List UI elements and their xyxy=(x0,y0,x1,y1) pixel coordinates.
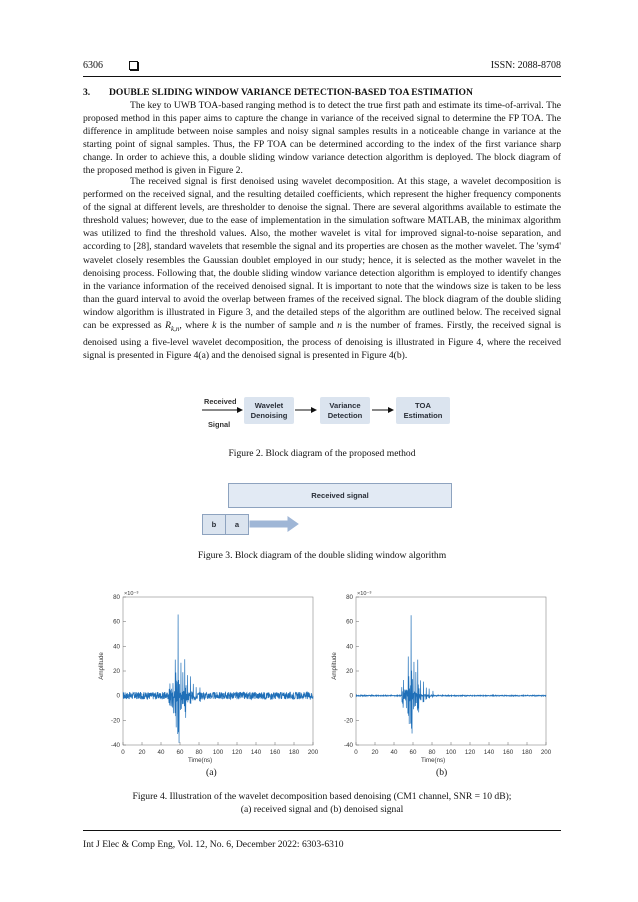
math-n: n xyxy=(337,320,342,332)
x-tick-label: 40 xyxy=(157,749,165,756)
x-tick-label: 100 xyxy=(212,749,224,756)
plot-svg xyxy=(318,585,558,770)
window-a: a xyxy=(225,514,249,535)
math-r: $R_{k,n}$ xyxy=(165,320,180,333)
page-header xyxy=(83,60,561,74)
x-axis-label: Time(ns) xyxy=(188,757,213,764)
y-axis-label: Amplitude xyxy=(98,652,105,680)
plot-frame xyxy=(123,597,313,745)
y-tick-label: 60 xyxy=(346,618,353,626)
x-tick-label: 80 xyxy=(195,749,203,756)
x-tick-label: 140 xyxy=(250,749,262,756)
x-tick-label: 140 xyxy=(483,749,495,756)
square-icon xyxy=(129,61,138,70)
x-tick-label: 20 xyxy=(138,749,146,756)
window-b: b xyxy=(202,514,226,535)
paragraph-2-part-1: The received signal is first denoised using wavelet decomposition. At this stage, a wavelet decomposition is performed on the received signal, and the resulting detailed coefficients, which represent the higher frequency components of the signal at different levels, are thresholder to denoise the signal. There are several algorithms available to estimate the threshold values; however, due to the ease of implementation in the simulation software MATLAB, the minimax algorithm was utilized to find the threshold values. Also, the mother wavelet is vital for improved signal-to-noise separation, and according to [28], standard wavelets that resemble the signal and its properties are chosen as the mother wavelet. The 'sym4' wavelet closely resembles the Gaussian doublet employed in our study; hence, it is selected as the mother wavelet in the denoising process. Following that, the double sliding window variance detection algorithm is employed to identify changes in the variance information of the received denoised signal. It is important to note that the windows size is taken to be less than the guard interval to avoid the overlap between frames of the received signal. The block diagram of the double sliding window algorithm is illustrated in Figure 3, and the detailed steps of the algorithm are outlined below. The received signal can be expressed as xyxy=(83,176,561,332)
x-tick-label: 180 xyxy=(521,749,533,756)
footer-rule xyxy=(83,830,561,831)
figure-4a-plot xyxy=(85,585,325,770)
y-tick-label: -40 xyxy=(344,742,353,749)
y-tick-label: -20 xyxy=(344,717,353,725)
slide-arrow-icon xyxy=(248,515,300,533)
x-tick-label: 200 xyxy=(307,749,319,756)
x-axis-label: Time(ns) xyxy=(421,757,446,764)
plot-svg xyxy=(85,585,325,770)
y-axis-label: Amplitude xyxy=(331,652,338,680)
figure-2-diagram xyxy=(200,393,460,433)
page-number: 6306 xyxy=(83,60,103,71)
y-tick-label: 20 xyxy=(113,668,120,675)
x-tick-label: 120 xyxy=(464,749,476,756)
y-tick-label: 80 xyxy=(113,594,120,601)
plot-frame xyxy=(356,597,546,745)
x-tick-label: 60 xyxy=(176,749,184,756)
x-tick-label: 100 xyxy=(445,749,457,756)
math-k: k xyxy=(212,320,217,332)
x-tick-label: 180 xyxy=(288,749,300,756)
section-title: DOUBLE SLIDING WINDOW VARIANCE DETECTION-BASED TOA ESTIMATION xyxy=(109,87,473,98)
block-toa-estimation: TOA Estimation xyxy=(396,397,450,424)
figure-4-caption xyxy=(83,790,561,816)
figure-3-diagram xyxy=(200,481,460,541)
figure-4-caption-line-1: Figure 4. Illustration of the wavelet decomposition based denoising (CM1 channel, SNR = 10 dB); xyxy=(132,791,512,802)
x-tick-label: 80 xyxy=(428,749,436,756)
y-tick-label: 40 xyxy=(346,643,353,651)
figure-4b-plot xyxy=(318,585,558,770)
x-tick-label: 0 xyxy=(121,749,125,756)
block-wavelet-denoising: Wavelet Denoising xyxy=(244,397,294,424)
x-tick-label: 160 xyxy=(502,749,514,756)
input-label-bottom: Signal xyxy=(208,420,231,429)
x-tick-label: 40 xyxy=(390,749,398,756)
figure-3-caption: Figure 3. Block diagram of the double sliding window algorithm xyxy=(197,550,447,561)
x-tick-label: 160 xyxy=(269,749,281,756)
x-tick-label: 60 xyxy=(409,749,417,756)
y-tick-label: 80 xyxy=(346,594,353,601)
x-tick-label: 200 xyxy=(540,749,552,756)
paragraph-1: The key to UWB TOA-based ranging method is to detect the true first path and estimate its time-of-arrival. The proposed method in this paper aims to capture the change in variance of the received signal to determine the FP TOA. The difference in amplitude between noise samples and noisy signal samples results in a noticeable change in variance at the starting point of signal samples. Thus, the FP TOA can be determined according to the index of the first variance sharp change. In order to achieve this, a double sliding window variance detection algorithm is deployed. The block diagram of the proposed method is given in Figure 2. xyxy=(83,100,561,177)
block-variance-detection: Variance Detection xyxy=(320,397,370,424)
figure-2-caption: Figure 2. Block diagram of the proposed method xyxy=(228,448,416,459)
section-number: 3. xyxy=(83,87,91,98)
scale-note: ×10⁻³ xyxy=(357,591,372,597)
y-tick-label: 0 xyxy=(349,692,353,700)
header-rule xyxy=(83,76,561,77)
issn: ISSN: 2088-8708 xyxy=(490,60,561,71)
x-tick-label: 0 xyxy=(354,749,358,756)
y-tick-label: -20 xyxy=(111,717,120,725)
figure-4-caption-line-2: (a) received signal and (b) denoised signal xyxy=(240,804,404,815)
figure-4a-label: (a) xyxy=(206,767,217,778)
x-tick-label: 120 xyxy=(231,749,243,756)
y-tick-label: -40 xyxy=(111,742,120,749)
scale-note: ×10⁻³ xyxy=(124,591,139,597)
x-tick-label: 20 xyxy=(371,749,379,756)
y-tick-label: 20 xyxy=(346,668,353,675)
figure-4b-label: (b) xyxy=(436,767,448,778)
paragraph-2: The received signal is first denoised using wavelet decomposition. At this stage, a wavelet decomposition is performed on the received signal, and the resulting detailed coefficients, which represent the higher frequency components of the signal at different levels, are thresholder to denoise the signal. There are several algorithms available to estimate the threshold values; however, due to the ease of implementation in the simulation software MATLAB, the minimax algorithm was utilized to find the threshold values. Also, the mother wavelet is vital for improved signal-to-noise separation, and according to [28], standard wavelets that resemble the signal and its properties are chosen as the mother wavelet. The 'sym4' wavelet closely resembles the Gaussian doublet employed in our study; hence, it is selected as the mother wavelet in the denoising process. Following that, the double sliding window variance detection algorithm is employed to identify changes in the variance information of the received denoised signal. It is important to note that the windows size is taken to be less than the guard interval to avoid the overlap between frames of the received signal. The block diagram of the double sliding window algorithm is illustrated in Figure 3, and the detailed steps of the algorithm are outlined below. The received signal can be expressed as $R_{k,n}$, where k is the number of sample and n is the number of frames. Firstly, the received signal is denoised using a five-level wavelet decomposition, the process of denoising is illustrated in Figure 4, where the received signal is presented in Figure 4(a) and the denoised signal is presented in Figure 4(b). xyxy=(83,176,562,362)
y-tick-label: 0 xyxy=(116,692,120,700)
received-signal-bar: Received signal xyxy=(228,483,452,508)
y-tick-label: 60 xyxy=(113,618,120,626)
y-tick-label: 40 xyxy=(113,643,120,651)
page-footer: Int J Elec & Comp Eng, Vol. 12, No. 6, December 2022: 6303-6310 xyxy=(83,839,344,850)
input-label-top: Received xyxy=(204,397,237,406)
